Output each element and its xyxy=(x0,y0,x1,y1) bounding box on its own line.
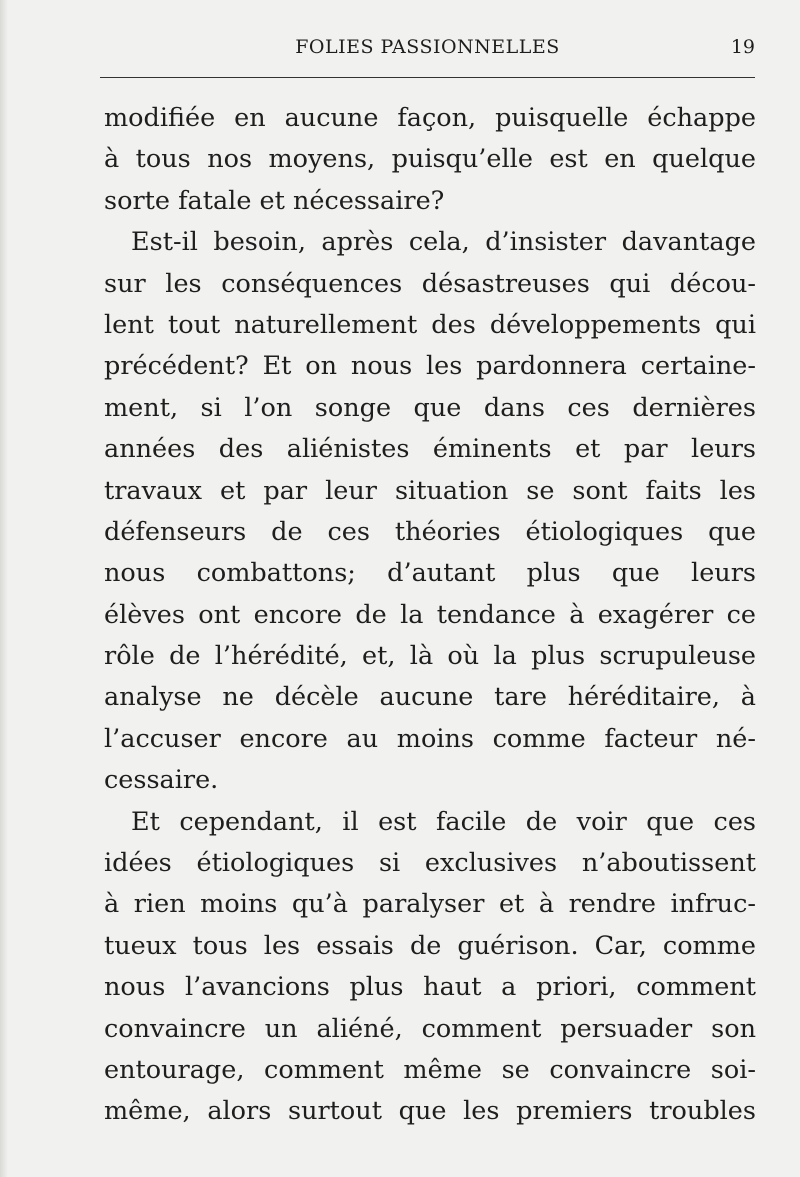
text-line: convaincre un aliéné, comment persuader son xyxy=(104,1013,756,1044)
text-line: cessaire. xyxy=(104,765,219,796)
page-number: 19 xyxy=(730,36,755,58)
text-line: défenseurs de ces théories étiologiques que xyxy=(104,516,756,547)
header-rule xyxy=(100,77,755,78)
text-line: analyse ne décèle aucune tare héréditaire, à xyxy=(104,682,756,713)
text-line: Est-il besoin, après cela, d’insister davantage xyxy=(131,227,756,258)
text-line: lent tout naturellement des développements qui xyxy=(104,309,756,340)
text-line: tueux tous les essais de guérison. Car, comme xyxy=(104,930,756,961)
text-line: années des aliénistes éminents et par leurs xyxy=(104,434,756,465)
body-text xyxy=(104,98,756,1133)
text-line: sorte fatale et nécessaire? xyxy=(104,185,445,216)
text-line: modifiée en aucune façon, puisquelle échappe xyxy=(104,103,756,133)
text-line: sur les conséquences désastreuses qui décou- xyxy=(104,268,756,299)
running-head-title: FOLIES PASSIONNELLES xyxy=(295,36,560,58)
text-line: rôle de l’hérédité, et, là où la plus scrupuleuse xyxy=(104,641,756,672)
text-line: idées étiologiques si exclusives n’aboutissent xyxy=(104,848,756,879)
text-line: même, alors surtout que les premiers troubles xyxy=(104,1096,756,1127)
text-line: Et cependant, il est facile de voir que ces xyxy=(131,806,756,837)
text-line: nous l’avancions plus haut a priori, comment xyxy=(104,972,756,1003)
text-line: à tous nos moyens, puisqu’elle est en quelque xyxy=(104,144,756,175)
page-edge-shadow xyxy=(0,0,8,1177)
text-line: nous combattons; d’autant plus que leurs xyxy=(104,558,756,589)
text-line: à rien moins qu’à paralyser et à rendre infruc- xyxy=(104,889,756,920)
text-line: élèves ont encore de la tendance à exagérer ce xyxy=(104,599,756,630)
text-line: précédent? Et on nous les pardonnera certaine- xyxy=(104,351,756,382)
text-line: l’accuser encore au moins comme facteur né- xyxy=(104,723,756,754)
text-line: travaux et par leur situation se sont faits les xyxy=(104,475,756,506)
text-line: entourage, comment même se convaincre soi- xyxy=(104,1054,756,1085)
running-head xyxy=(100,30,755,64)
text-line: ment, si l’on songe que dans ces dernières xyxy=(104,392,756,423)
